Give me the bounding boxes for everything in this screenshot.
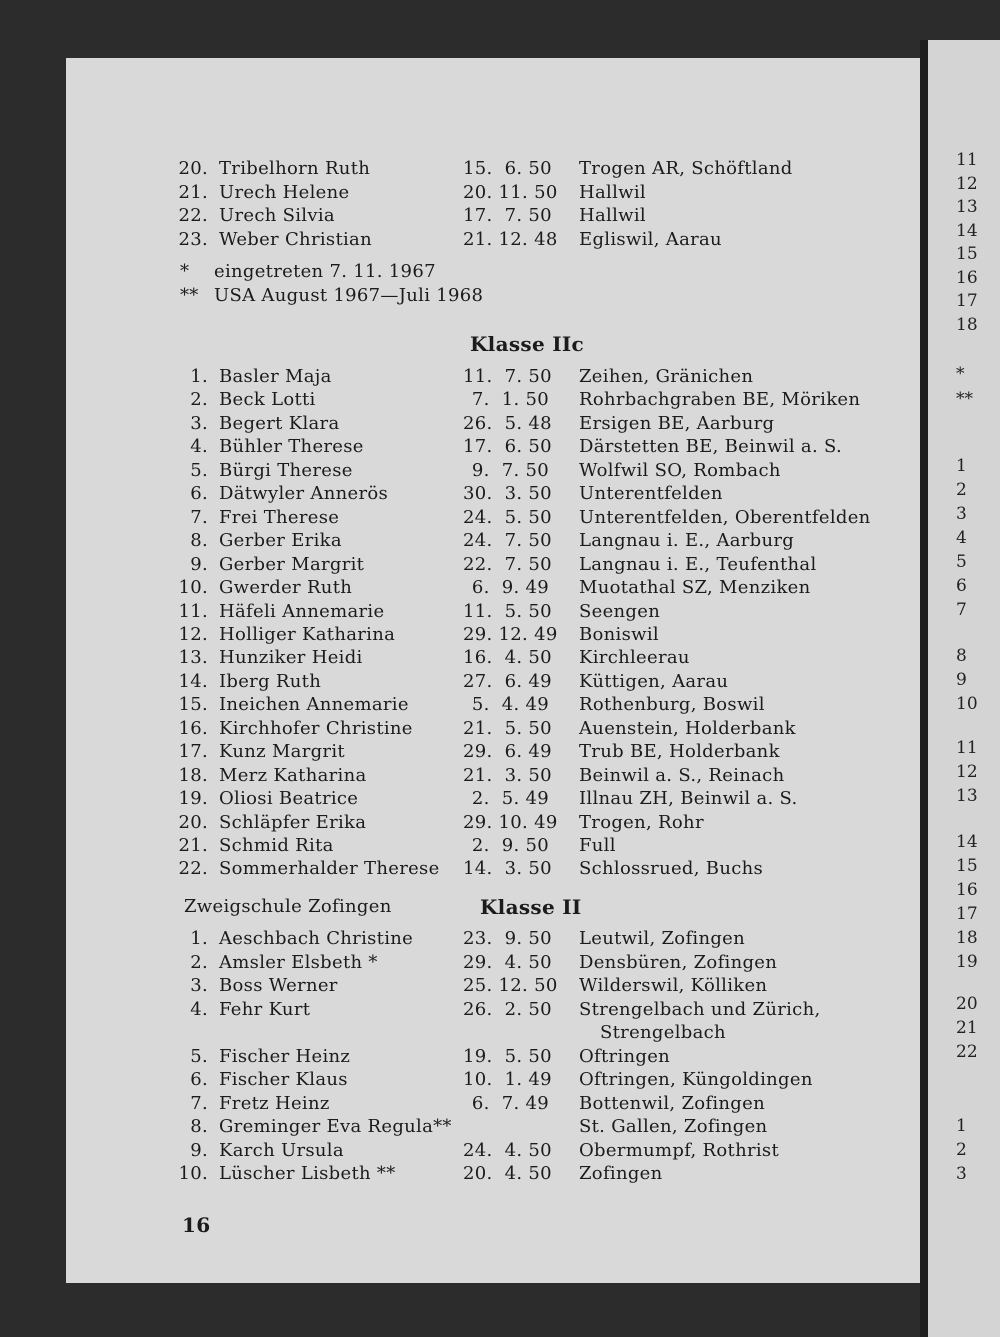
- adjacent-page-number: 17: [956, 904, 978, 924]
- row-name: Ineichen Annemarie: [219, 694, 409, 716]
- row-number: 23.: [178, 228, 208, 250]
- row-birthdate: 7. 1. 50: [471, 389, 549, 411]
- row-place: Egliswil, Aarau: [579, 228, 722, 250]
- adjacent-page-number: 20: [956, 994, 978, 1014]
- row-birthdate: 30. 3. 50: [463, 483, 552, 505]
- adjacent-page-number: 5: [956, 552, 967, 572]
- adjacent-page-number: 16: [956, 267, 978, 288]
- row-name: Boss Werner: [219, 975, 338, 996]
- adjacent-page-number: 7: [956, 600, 967, 620]
- row-place: Wolfwil SO, Rombach: [579, 459, 781, 481]
- row-place: Trub BE, Holderbank: [579, 741, 780, 763]
- adjacent-page-number: *: [956, 364, 965, 384]
- row-place: Schlossrued, Buchs: [579, 858, 764, 880]
- adjacent-page-number: 8: [956, 646, 967, 666]
- row-birthdate: 17. 6. 50: [463, 436, 552, 458]
- row-number: 5.: [190, 1045, 208, 1067]
- row-place: Trogen, Rohr: [579, 811, 704, 833]
- row-birthdate: 2. 9. 50: [471, 835, 549, 856]
- adjacent-page-number: 15: [956, 244, 978, 264]
- adjacent-page-number: 19: [956, 952, 978, 972]
- row-birthdate: 16. 4. 50: [463, 647, 552, 669]
- row-name: Urech Helene: [219, 181, 350, 203]
- footnote-text: USA August 1967—Juli 1968: [214, 285, 484, 306]
- adjacent-page-number: 18: [956, 314, 978, 335]
- adjacent-page-number: 13: [956, 786, 978, 806]
- row-number: 14.: [178, 670, 208, 692]
- row-place: Langnau i. E., Aarburg: [579, 530, 795, 552]
- row-place: Kirchleerau: [579, 647, 690, 669]
- row-number: 8.: [190, 1116, 208, 1137]
- row-number: 2.: [190, 951, 208, 973]
- row-place: Bottenwil, Zofingen: [579, 1092, 765, 1114]
- row-number: 22.: [178, 858, 208, 880]
- row-name: Gerber Erika: [219, 530, 342, 552]
- row-birthdate: 17. 7. 50: [463, 205, 552, 226]
- row-place: Küttigen, Aarau: [579, 670, 729, 692]
- row-place: Obermumpf, Rothrist: [579, 1139, 779, 1161]
- row-name: Amsler Elsbeth *: [219, 951, 378, 973]
- adjacent-page-number: 11: [956, 150, 978, 170]
- row-number: 17.: [178, 741, 208, 763]
- row-name: Fretz Heinz: [219, 1092, 330, 1114]
- row-name: Hunziker Heidi: [219, 647, 363, 669]
- adjacent-page-number: 15: [956, 856, 978, 876]
- section-title: Klasse IIc: [470, 332, 585, 356]
- page-gutter: [920, 40, 928, 1337]
- row-number: 11.: [178, 600, 208, 622]
- adjacent-page-number: 16: [956, 880, 978, 900]
- adjacent-page-number: 17: [956, 291, 978, 311]
- row-name: Kirchhofer Christine: [219, 717, 413, 739]
- row-birthdate: 22. 7. 50: [463, 553, 552, 575]
- row-name: Oliosi Beatrice: [219, 788, 359, 810]
- row-number: 3.: [190, 975, 208, 996]
- row-name: Fehr Kurt: [219, 998, 311, 1020]
- row-number: 9.: [190, 1139, 208, 1161]
- row-number: 1.: [190, 928, 208, 949]
- row-birthdate: 6. 9. 49: [471, 577, 549, 599]
- row-place: Därstetten BE, Beinwil a. S.: [579, 436, 842, 458]
- row-name: Frei Therese: [219, 506, 340, 528]
- row-birthdate: 25. 12. 50: [463, 975, 558, 996]
- row-birthdate: 21. 12. 48: [463, 228, 558, 250]
- row-birthdate: 5. 4. 49: [471, 694, 549, 716]
- adjacent-page-number: 3: [956, 1164, 967, 1184]
- row-birthdate: 21. 5. 50: [463, 717, 552, 739]
- row-number: 7.: [190, 1092, 208, 1114]
- row-name: Greminger Eva Regula**: [219, 1116, 452, 1137]
- row-name: Bürgi Therese: [219, 459, 353, 481]
- row-number: 6.: [190, 483, 208, 505]
- row-place: Unterentfelden, Oberentfelden: [579, 506, 871, 528]
- page-number: 16: [182, 1213, 211, 1237]
- row-number: 12.: [178, 623, 208, 645]
- footnote-mark: *: [180, 261, 190, 282]
- adjacent-page-number: 21: [956, 1018, 978, 1038]
- section-title: Klasse II: [480, 895, 582, 919]
- row-place: Beinwil a. S., Reinach: [579, 764, 785, 786]
- row-number: 21.: [178, 181, 208, 203]
- adjacent-page-number: 1: [956, 456, 967, 476]
- row-number: 16.: [178, 717, 208, 739]
- row-name: Häfeli Annemarie: [219, 600, 385, 622]
- row-place: Illnau ZH, Beinwil a. S.: [579, 788, 798, 810]
- row-birthdate: 20. 11. 50: [463, 181, 558, 203]
- row-place: Full: [579, 835, 616, 856]
- row-birthdate: 29. 10. 49: [463, 811, 558, 833]
- adjacent-page-number: 14: [956, 220, 978, 241]
- row-birthdate: 26. 2. 50: [463, 998, 552, 1020]
- row-place: Langnau i. E., Teufenthal: [579, 553, 817, 575]
- row-number: 2.: [190, 389, 208, 411]
- row-name: Beck Lotti: [219, 389, 316, 411]
- row-place: Oftringen: [579, 1045, 671, 1067]
- row-place: Leutwil, Zofingen: [579, 928, 746, 949]
- row-place: Unterentfelden: [579, 483, 723, 505]
- row-number: 20.: [178, 811, 208, 833]
- adjacent-page: [928, 40, 1000, 1337]
- row-place: Zeihen, Gränichen: [579, 366, 754, 387]
- row-place: Boniswil: [579, 623, 659, 645]
- document-page: [66, 58, 920, 1283]
- row-birthdate: 21. 3. 50: [463, 764, 552, 786]
- row-number: 20.: [178, 158, 208, 179]
- footnote-mark: **: [180, 285, 199, 306]
- row-birthdate: 24. 7. 50: [463, 530, 552, 552]
- row-name: Tribelhorn Ruth: [219, 158, 371, 179]
- row-number: 8.: [190, 530, 208, 552]
- adjacent-page-number: 14: [956, 832, 978, 852]
- row-birthdate: 24. 5. 50: [463, 506, 552, 528]
- row-place: St. Gallen, Zofingen: [579, 1116, 768, 1137]
- row-place: Wilderswil, Kölliken: [579, 975, 768, 996]
- row-name: Iberg Ruth: [219, 670, 322, 692]
- row-place: Auenstein, Holderbank: [579, 717, 796, 739]
- adjacent-page-number: 10: [956, 694, 978, 714]
- row-number: 15.: [178, 694, 208, 716]
- row-birthdate: 23. 9. 50: [463, 928, 552, 949]
- row-birthdate: 10. 1. 49: [463, 1069, 552, 1090]
- row-number: 4.: [190, 436, 208, 458]
- branch-school-heading: Zweigschule Zofingen: [184, 896, 392, 917]
- row-birthdate: 29. 12. 49: [463, 623, 558, 645]
- row-name: Begert Klara: [219, 412, 340, 434]
- row-name: Kunz Margrit: [219, 741, 345, 763]
- adjacent-page-number: 6: [956, 576, 967, 596]
- adjacent-page-number: 2: [956, 1140, 967, 1160]
- adjacent-page-number: 9: [956, 670, 967, 690]
- row-place: Zofingen: [579, 1163, 663, 1184]
- row-name: Merz Katharina: [219, 764, 367, 786]
- adjacent-page-number: 2: [956, 480, 967, 500]
- row-birthdate: 11. 5. 50: [463, 600, 552, 622]
- row-name: Fischer Klaus: [219, 1069, 348, 1090]
- row-number: 19.: [178, 788, 208, 810]
- adjacent-page-number: **: [956, 389, 973, 409]
- adjacent-page-number: 3: [956, 504, 967, 524]
- row-birthdate: 15. 6. 50: [463, 158, 552, 179]
- row-number: 18.: [178, 764, 208, 786]
- row-number: 21.: [178, 835, 208, 856]
- row-name: Dätwyler Annerös: [219, 483, 389, 505]
- row-name: Aeschbach Christine: [219, 928, 414, 949]
- row-place: Densbüren, Zofingen: [579, 951, 778, 973]
- row-place: Hallwil: [579, 181, 646, 203]
- row-name: Schmid Rita: [219, 835, 334, 856]
- row-name: Lüscher Lisbeth **: [219, 1163, 396, 1184]
- row-name: Schläpfer Erika: [219, 811, 367, 833]
- row-birthdate: 27. 6. 49: [463, 670, 552, 692]
- row-number: 22.: [178, 205, 208, 226]
- row-name: Holliger Katharina: [219, 623, 396, 645]
- row-birthdate: 9. 7. 50: [471, 459, 549, 481]
- row-birthdate: 24. 4. 50: [463, 1139, 552, 1161]
- row-number: 4.: [190, 998, 208, 1020]
- row-number: 9.: [190, 553, 208, 575]
- row-name: Urech Silvia: [219, 205, 335, 226]
- row-place: Rothenburg, Boswil: [579, 694, 765, 716]
- row-place: Muotathal SZ, Menziken: [579, 577, 811, 599]
- row-place: Trogen AR, Schöftland: [579, 158, 793, 179]
- row-place: Strengelbach und Zürich,: [579, 998, 821, 1020]
- row-name: Basler Maja: [219, 366, 332, 387]
- row-name: Gerber Margrit: [219, 553, 365, 575]
- adjacent-page-number: 13: [956, 197, 978, 217]
- row-number: 5.: [190, 459, 208, 481]
- row-place: Ersigen BE, Aarburg: [579, 412, 775, 434]
- row-place: Rohrbachgraben BE, Möriken: [579, 389, 861, 411]
- row-place: Seengen: [579, 600, 661, 622]
- row-birthdate: 14. 3. 50: [463, 858, 552, 880]
- row-name: Bühler Therese: [219, 436, 364, 458]
- adjacent-page-number: 12: [956, 173, 978, 194]
- row-place-continued: Strengelbach: [600, 1022, 726, 1043]
- row-name: Gwerder Ruth: [219, 577, 353, 599]
- adjacent-page-number: 22: [956, 1042, 978, 1062]
- row-number: 6.: [190, 1069, 208, 1090]
- row-birthdate: 2. 5. 49: [471, 788, 549, 810]
- row-name: Karch Ursula: [219, 1139, 344, 1161]
- adjacent-page-number: 11: [956, 738, 978, 758]
- row-birthdate: 6. 7. 49: [471, 1092, 549, 1114]
- adjacent-page-number: 18: [956, 928, 978, 948]
- row-place: Hallwil: [579, 205, 646, 226]
- adjacent-page-number: 4: [956, 528, 967, 548]
- row-name: Sommerhalder Therese: [219, 858, 440, 880]
- row-place: Oftringen, Küngoldingen: [579, 1069, 813, 1090]
- row-birthdate: 20. 4. 50: [463, 1163, 552, 1184]
- row-name: Fischer Heinz: [219, 1045, 351, 1067]
- row-number: 7.: [190, 506, 208, 528]
- row-birthdate: 29. 4. 50: [463, 951, 552, 973]
- adjacent-page-number: 12: [956, 762, 978, 782]
- row-number: 10.: [178, 1163, 208, 1184]
- adjacent-page-number: 1: [956, 1116, 967, 1136]
- row-number: 13.: [178, 647, 208, 669]
- row-name: Weber Christian: [219, 228, 372, 250]
- row-birthdate: 11. 7. 50: [463, 366, 552, 387]
- row-number: 1.: [190, 366, 208, 387]
- footnote-text: eingetreten 7. 11. 1967: [214, 261, 436, 282]
- row-number: 3.: [190, 412, 208, 434]
- row-birthdate: 29. 6. 49: [463, 741, 552, 763]
- row-birthdate: 26. 5. 48: [463, 412, 552, 434]
- row-number: 10.: [178, 577, 208, 599]
- row-birthdate: 19. 5. 50: [463, 1045, 552, 1067]
